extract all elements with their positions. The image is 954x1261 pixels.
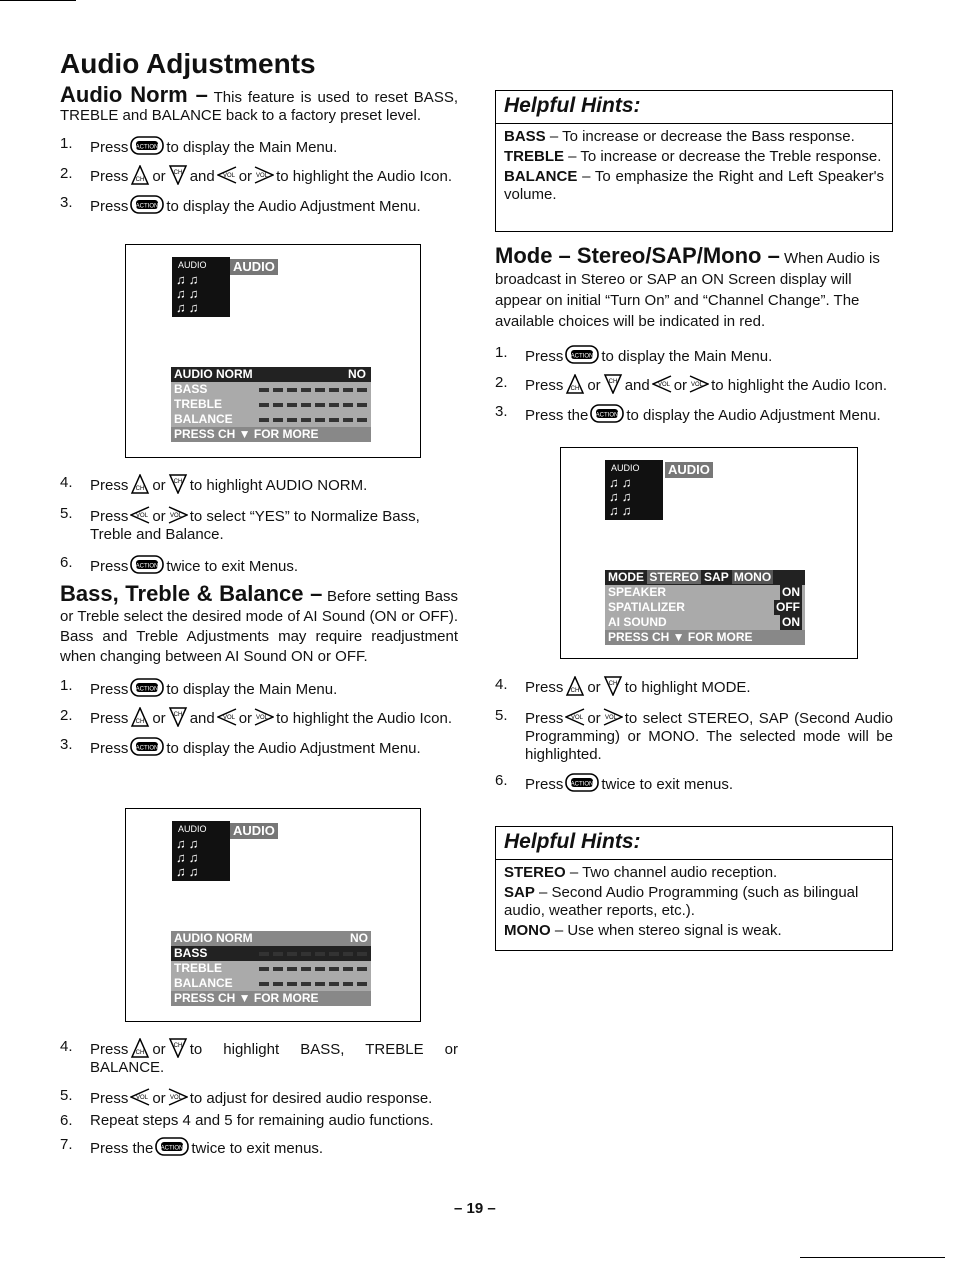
music-note-icon: ♫♫ ♫♫ ♫♫ — [609, 475, 635, 518]
level-bar — [259, 982, 367, 986]
action-button-icon — [130, 194, 164, 215]
list-item: 3. Press to display the Audio Adjustment Menu. — [60, 194, 421, 215]
level-bar — [259, 952, 367, 956]
mode-heading: Mode – Stereo/SAP/Mono – — [495, 243, 780, 268]
list-item: 3. Press to display the Audio Adjustment Menu. — [60, 736, 421, 757]
volume-left-icon — [565, 707, 585, 727]
audio-norm-section — [60, 82, 458, 216]
bass-lead: Before setting Bass or Treble select the desired mode of AI Sound (ON or OFF). Bass and Treble Adjustments may require readjustment when changing between AI Sound ON or OFF. — [60, 588, 458, 665]
action-button-icon — [565, 344, 599, 365]
helpful-hints-title: Helpful Hints: — [496, 827, 892, 860]
list-item: 6. Press twice to exit menus. — [495, 772, 734, 793]
menu-row: PRESS CH ▼ FOR MORE — [171, 427, 371, 442]
level-bar — [259, 403, 367, 407]
level-bar — [259, 967, 367, 971]
menu-row: BASS — [171, 946, 371, 961]
channel-up-icon — [130, 707, 150, 727]
volume-right-icon — [254, 165, 274, 185]
list-item: 1. Press to display the Main Menu. — [60, 135, 338, 156]
bass-heading: Bass, Treble & Balance – — [60, 581, 323, 606]
audio-adjustment-menu — [171, 367, 371, 442]
channel-up-icon — [130, 165, 150, 185]
menu-row: SPATIALIZER OFF — [608, 600, 800, 614]
hint-item: BALANCE – To emphasize the Right and Left Speaker's volume. — [504, 168, 884, 203]
helpful-hints-body — [496, 860, 892, 946]
menu-row: AUDIO NORM NO — [171, 367, 371, 382]
list-item: 5. Press or to select STEREO, SAP (Second Audio Programming) or MONO. The selected mode will be highlighted. — [495, 707, 893, 763]
level-bar — [259, 388, 367, 392]
hint-item: TREBLE – To increase or decrease the Treble response. — [504, 148, 882, 165]
hint-item: STEREO – Two channel audio reception. — [504, 864, 778, 881]
volume-left-icon — [130, 505, 150, 525]
audio-adjustment-menu — [171, 931, 371, 1006]
audio-adjustment-menu — [605, 570, 805, 645]
channel-up-icon — [565, 676, 585, 696]
channel-down-icon — [603, 676, 623, 696]
bass-steps-a — [60, 677, 458, 758]
volume-right-icon — [603, 707, 623, 727]
audio-menu-screen-1 — [125, 244, 421, 458]
list-item: 4. Press or to highlight AUDIO NORM. — [60, 474, 368, 494]
menu-row: AI SOUND ON — [608, 615, 800, 629]
helpful-hints-box-1 — [495, 90, 893, 232]
channel-down-icon — [603, 374, 623, 394]
hint-item: MONO – Use when stereo signal is weak. — [504, 922, 782, 939]
list-item: 6. Repeat steps 4 and 5 for remaining audio functions. — [60, 1112, 434, 1129]
volume-left-icon — [217, 165, 237, 185]
list-item: 6. Press twice to exit Menus. — [60, 554, 299, 575]
bottom-rule — [800, 1257, 945, 1258]
menu-row: PRESS CH ▼ FOR MORE — [171, 991, 371, 1006]
music-note-icon: ♫♫ ♫♫ ♫♫ — [176, 836, 202, 879]
channel-down-icon — [168, 474, 188, 494]
volume-right-icon — [168, 1087, 188, 1107]
menu-row: SPEAKER ON — [608, 585, 800, 599]
audio-menu-screen-2 — [125, 808, 421, 1022]
mode-lead: When Audio is broadcast in Stereo or SAP an ON Screen display will appear on initial “Turn On” and “Channel Change”. The available choices will be indicated in red. — [495, 250, 880, 330]
helpful-hints-body — [496, 124, 892, 210]
action-button-icon — [590, 403, 624, 424]
volume-left-icon — [652, 374, 672, 394]
bass-steps-b — [60, 1038, 458, 1158]
helpful-hints-box-2 — [495, 826, 893, 951]
list-item: 4. Press or to highlight BASS, TREBLE or BALANCE. — [60, 1038, 458, 1076]
level-bar — [259, 418, 367, 422]
mode-intro — [495, 245, 893, 332]
channel-down-icon — [168, 707, 188, 727]
channel-up-icon — [565, 374, 585, 394]
helpful-hints-title: Helpful Hints: — [496, 91, 892, 124]
action-button-icon — [155, 1136, 189, 1157]
mode-steps-a — [495, 344, 893, 425]
action-button-icon — [130, 736, 164, 757]
audio-norm-steps-a — [60, 135, 458, 216]
audio-icon-title: AUDIO — [230, 259, 278, 275]
list-item: 5. Press or to adjust for desired audio response. — [60, 1087, 433, 1107]
channel-up-icon — [130, 474, 150, 494]
audio-icon: AUDIO ♫♫ ♫♫ ♫♫ — [172, 821, 230, 881]
audio-icon: AUDIO ♫♫ ♫♫ ♫♫ — [172, 257, 230, 317]
audio-norm-heading: Audio Norm – — [60, 82, 208, 107]
menu-row: AUDIO NORM NO — [171, 931, 371, 946]
channel-up-icon — [130, 1038, 150, 1058]
list-item: 2. Press or and or to highlight the Audio Icon. — [60, 165, 453, 185]
menu-row: TREBLE — [171, 961, 371, 976]
menu-row: BALANCE — [171, 976, 371, 991]
bass-treble-balance-section — [60, 581, 458, 758]
volume-left-icon — [130, 1087, 150, 1107]
music-note-icon: ♫♫ ♫♫ ♫♫ — [176, 272, 202, 315]
list-item: 4. Press or to highlight MODE. — [495, 676, 751, 696]
bass-steps-b-wrap — [60, 1038, 458, 1158]
menu-row: BASS — [171, 382, 371, 397]
menu-row: TREBLE — [171, 397, 371, 412]
list-item: 7. Press the twice to exit menus. — [60, 1136, 324, 1157]
audio-norm-steps-b — [60, 474, 458, 576]
menu-row: PRESS CH ▼ FOR MORE — [605, 630, 805, 645]
list-item: 3. Press the to display the Audio Adjustment Menu. — [495, 403, 881, 424]
action-button-icon — [565, 772, 599, 793]
list-item: 1. Press to display the Main Menu. — [495, 344, 773, 365]
top-rule — [0, 0, 76, 1]
volume-right-icon — [689, 374, 709, 394]
audio-icon-title: AUDIO — [665, 462, 713, 478]
list-item: 2. Press or and or to highlight the Audio Icon. — [60, 707, 453, 727]
action-button-icon — [130, 677, 164, 698]
volume-right-icon — [168, 505, 188, 525]
channel-down-icon — [168, 165, 188, 185]
audio-norm-lead: This feature is used to reset BASS, TREBLE and BALANCE back to a factory preset level. — [60, 89, 458, 124]
list-item: 1. Press to display the Main Menu. — [60, 677, 338, 698]
list-item: 2. Press or and or to highlight the Audio Icon. — [495, 374, 888, 394]
hint-item: SAP – Second Audio Programming (such as bilingual audio, weather reports, etc.). — [504, 884, 859, 919]
audio-norm-steps-b-wrap — [60, 474, 458, 576]
audio-norm-intro — [60, 82, 458, 125]
menu-row-mode: MODE STEREO SAP MONO — [605, 570, 805, 585]
mode-steps-b-wrap — [495, 676, 893, 794]
list-item: 5. Press or to select “YES” to Normalize Bass, Treble and Balance. — [60, 505, 420, 543]
mode-section — [495, 245, 893, 425]
hint-item: BASS – To increase or decrease the Bass response. — [504, 128, 855, 145]
page-number: – 19 – — [454, 1200, 496, 1217]
audio-icon: AUDIO ♫♫ ♫♫ ♫♫ — [605, 460, 663, 520]
action-button-icon — [130, 135, 164, 156]
mode-steps-b — [495, 676, 893, 794]
bass-intro — [60, 581, 458, 667]
audio-icon-title: AUDIO — [230, 823, 278, 839]
volume-left-icon — [217, 707, 237, 727]
action-button-icon — [130, 554, 164, 575]
audio-menu-screen-3 — [560, 447, 858, 659]
page-title: Audio Adjustments — [60, 48, 316, 79]
channel-down-icon — [168, 1038, 188, 1058]
volume-right-icon — [254, 707, 274, 727]
menu-row: BALANCE — [171, 412, 371, 427]
